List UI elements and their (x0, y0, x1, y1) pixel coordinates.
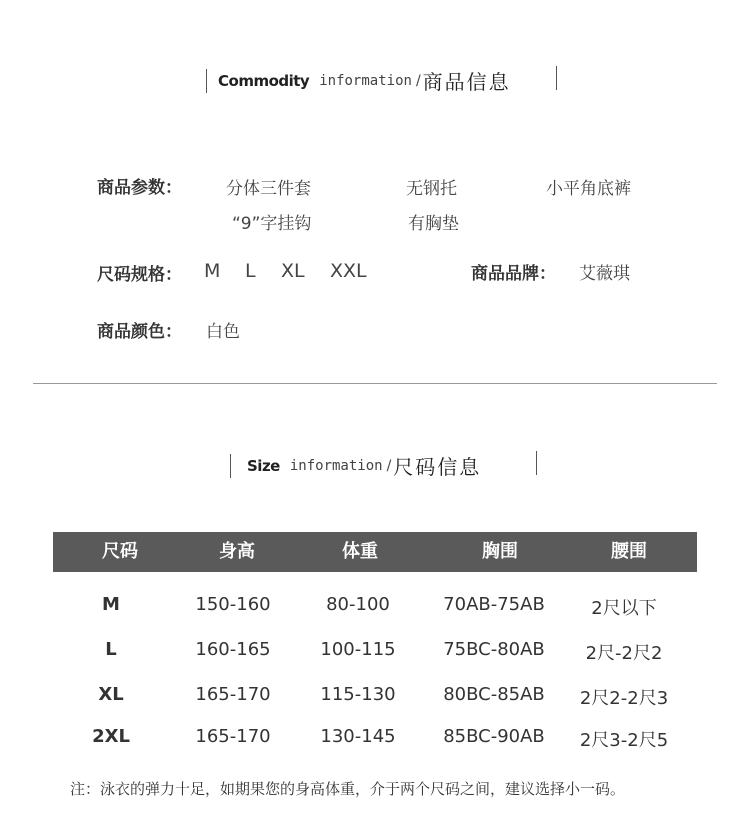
table-cell-size: XL (98, 684, 124, 705)
header-en-light: information (319, 72, 412, 89)
size-section-header (230, 451, 481, 480)
size-table-header (53, 532, 697, 572)
header-bar-left (230, 454, 231, 478)
size-value: XXL (330, 260, 367, 282)
table-cell-height: 150-160 (195, 594, 271, 615)
param-item: 有胸垫 (408, 214, 459, 234)
table-cell-height: 165-170 (195, 684, 271, 705)
size-value: L (245, 260, 256, 282)
table-header-cell: 体重 (342, 541, 378, 562)
param-item: “9”字挂钩 (232, 214, 312, 234)
header-zh: 商品信息 (422, 70, 511, 94)
table-header-cell: 胸围 (482, 541, 518, 562)
table-cell-weight: 80-100 (326, 594, 390, 615)
header-slash: / (386, 457, 392, 474)
table-cell-height: 165-170 (195, 726, 271, 747)
header-en-bold: Size (247, 456, 280, 475)
header-bar-right (536, 451, 537, 475)
param-item: 小平角底裤 (546, 179, 631, 199)
table-cell-size: 2XL (92, 726, 130, 747)
header-bar-left (206, 69, 207, 93)
header-slash: / (415, 72, 421, 89)
table-cell-waist: 2尺2-2尺3 (579, 688, 669, 709)
table-header-cell: 尺码 (102, 541, 138, 562)
size-spec-label: 尺码规格： (97, 265, 182, 285)
table-cell-weight: 115-130 (320, 684, 396, 705)
table-cell-weight: 100-115 (320, 639, 396, 660)
table-cell-size: L (105, 639, 117, 660)
table-cell-weight: 130-145 (320, 726, 396, 747)
header-en-bold: Commodity (218, 71, 310, 90)
table-cell-waist: 2尺3-2尺5 (579, 730, 669, 751)
param-item: 分体三件套 (226, 179, 311, 199)
size-value: XL (281, 260, 305, 282)
commodity-section-header (206, 66, 511, 95)
table-header-cell: 腰围 (611, 541, 647, 562)
size-value: M (204, 260, 221, 282)
header-en-light: information (289, 457, 383, 474)
table-cell-size: M (102, 594, 120, 615)
brand-value: 艾薇琪 (579, 264, 630, 284)
size-advice-note: 注：泳衣的弹力十足，如期果您的身高体重，介于两个尺码之间，建议选择小一码。 (70, 780, 626, 798)
section-divider (33, 383, 717, 384)
table-cell-waist: 2尺-2尺2 (585, 643, 663, 664)
color-value: 白色 (206, 322, 240, 342)
brand-label: 商品品牌： (471, 264, 556, 284)
header-bar-right (556, 66, 557, 90)
table-cell-bust: 80BC-85AB (443, 684, 545, 705)
header-zh: 尺码信息 (393, 455, 482, 479)
table-cell-bust: 75BC-80AB (443, 639, 545, 660)
table-cell-height: 160-165 (195, 639, 271, 660)
table-cell-bust: 70AB-75AB (443, 594, 545, 615)
table-cell-bust: 85BC-90AB (443, 726, 545, 747)
params-label: 商品参数： (97, 178, 182, 198)
table-cell-waist: 2尺以下 (591, 598, 657, 619)
color-label: 商品颜色： (97, 322, 182, 342)
table-header-cell: 身高 (219, 541, 255, 562)
param-item: 无钢托 (406, 179, 457, 199)
